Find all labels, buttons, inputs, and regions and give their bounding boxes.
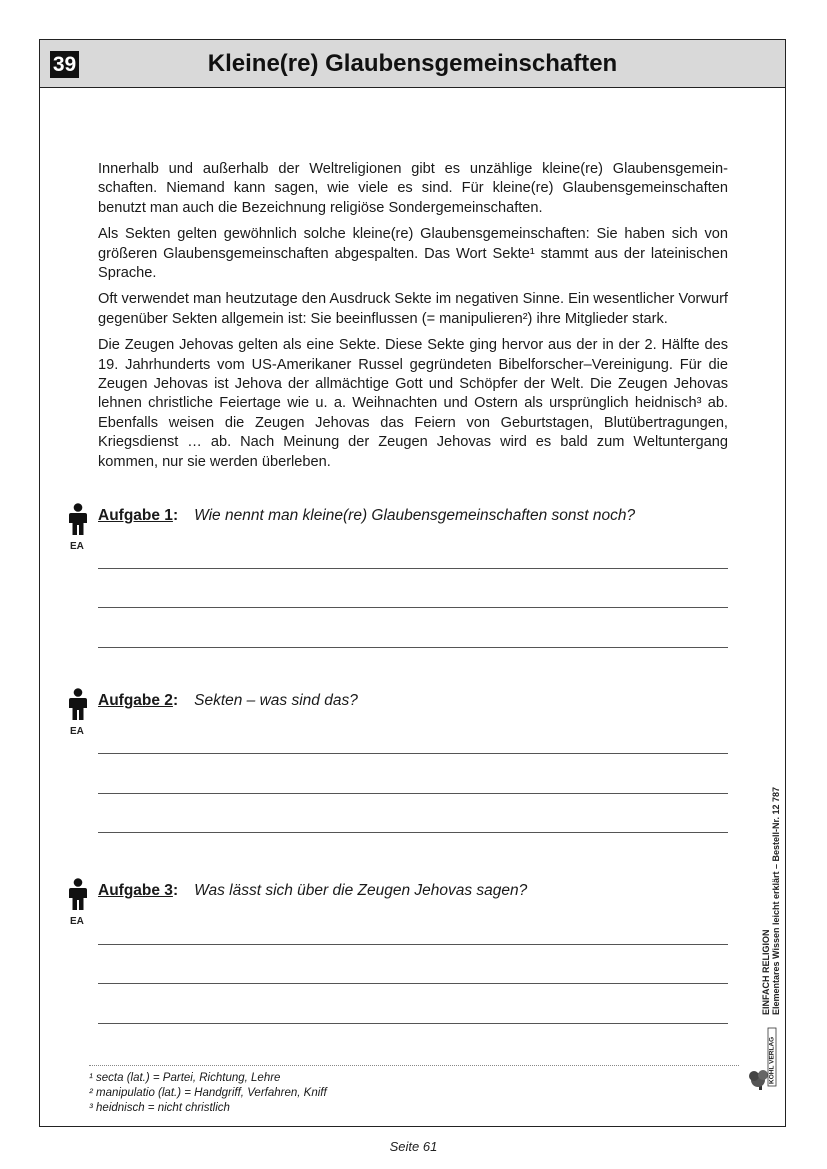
answer-line[interactable]	[98, 753, 728, 754]
task-colon: :	[172, 882, 179, 899]
page-number: Seite 61	[389, 1139, 438, 1154]
task-prompt	[98, 882, 527, 900]
answer-line[interactable]	[98, 568, 728, 569]
task-colon: :	[172, 692, 179, 709]
footnote: ¹ secta (lat.) = Partei, Richtung, Lehre	[89, 1072, 281, 1084]
series-title: EINFACH RELIGION	[761, 929, 771, 1015]
logo-text: KOHL VERLAG	[768, 1036, 776, 1084]
task-label: Aufgabe 2	[98, 692, 173, 709]
person-icon	[68, 503, 88, 535]
page-title: Kleine(re) Glaubensgemeinschaften	[207, 50, 618, 77]
work-mode-label: EA	[70, 541, 84, 552]
paragraph: Oft verwendet man heutzutage den Ausdruck Sekte im negativen Sinne. Ein wesentlicher Vorwurf gegenüber Sekten allgemein ist: Sie beeinflussen (= manipulieren²) ihre Mitglieder stark.	[98, 291, 728, 327]
paragraph: Die Zeugen Jehovas gelten als eine Sekte. Diese Sekte ging hervor aus der in der 2. Hälfte des 19. Jahrhunderts vom US-Amerikaner Russel gegründeten Bibelforscher–Vereinigung. Für die Zeugen Jehovas ist Jehova der allmächtige Gott und Schöpfer der Welt. Die Zeugen Jehovas lehnen christliche Feiertage wie u. a. Weihnachten und Ostern als ursprünglich heidnisch³ ab. Ebenfalls weisen die Zeugen Jehovas das Feiern von Geburtstagen, Blutübertragungen, Kriegsdienst … ab. Nach Meinung der Zeugen Jehovas wird es bald zum Weltuntergang kommen, nur sie werden überleben.	[98, 337, 728, 470]
work-mode-label: EA	[70, 916, 84, 927]
answer-line[interactable]	[98, 1023, 728, 1024]
answer-line[interactable]	[98, 647, 728, 648]
footnotes	[89, 1071, 327, 1116]
task-question: Wie nennt man kleine(re) Glaubensgemeinschaften sonst noch?	[194, 507, 636, 524]
series-subtitle: Elementares Wissen leicht erklärt – Bestell-Nr. 12 787	[771, 786, 781, 1015]
footnote-separator	[89, 1065, 739, 1066]
answer-line[interactable]	[98, 944, 728, 945]
person-icon	[68, 878, 88, 910]
answer-line[interactable]	[98, 607, 728, 608]
paragraph: Innerhalb und außerhalb der Weltreligionen gibt es unzählige kleine(re) Glaubensgemeinschaften. Niemand kann sagen, wie viele es sind. Für kleine(re) Glaubensgemeinschaften benutzt man auch die Bezeichnung religiöse Sondergemeinschaften.	[98, 161, 728, 216]
answer-line[interactable]	[98, 793, 728, 794]
publisher-side-text	[761, 755, 791, 1015]
footnote: ² manipulatio (lat.) = Handgriff, Verfahren, Kniff	[89, 1087, 327, 1099]
work-mode-label: EA	[70, 726, 84, 737]
answer-line[interactable]	[98, 983, 728, 984]
worksheet-number: 39	[50, 51, 79, 78]
body-text	[98, 160, 728, 479]
task-prompt	[98, 692, 358, 710]
task-question: Was lässt sich über die Zeugen Jehovas sagen?	[194, 882, 528, 899]
tree-icon	[749, 1070, 768, 1090]
task-question: Sekten – was sind das?	[194, 692, 358, 709]
person-icon	[68, 688, 88, 720]
footnote: ³ heidnisch = nicht christlich	[89, 1102, 230, 1114]
task-label: Aufgabe 1	[98, 507, 173, 524]
task-prompt	[98, 507, 635, 525]
paragraph: Als Sekten gelten gewöhnlich solche kleine(re) Glaubensgemeinschaften: Sie haben sich von größeren Glaubensgemeinschaften abgespalten. Das Wort Sekte¹ stammt aus der lateinischen Sprache.	[98, 226, 728, 282]
task-colon: :	[172, 507, 179, 524]
publisher-logo	[746, 1022, 780, 1092]
answer-line[interactable]	[98, 832, 728, 833]
task-label: Aufgabe 3	[98, 882, 173, 899]
worksheet-header	[40, 40, 785, 88]
